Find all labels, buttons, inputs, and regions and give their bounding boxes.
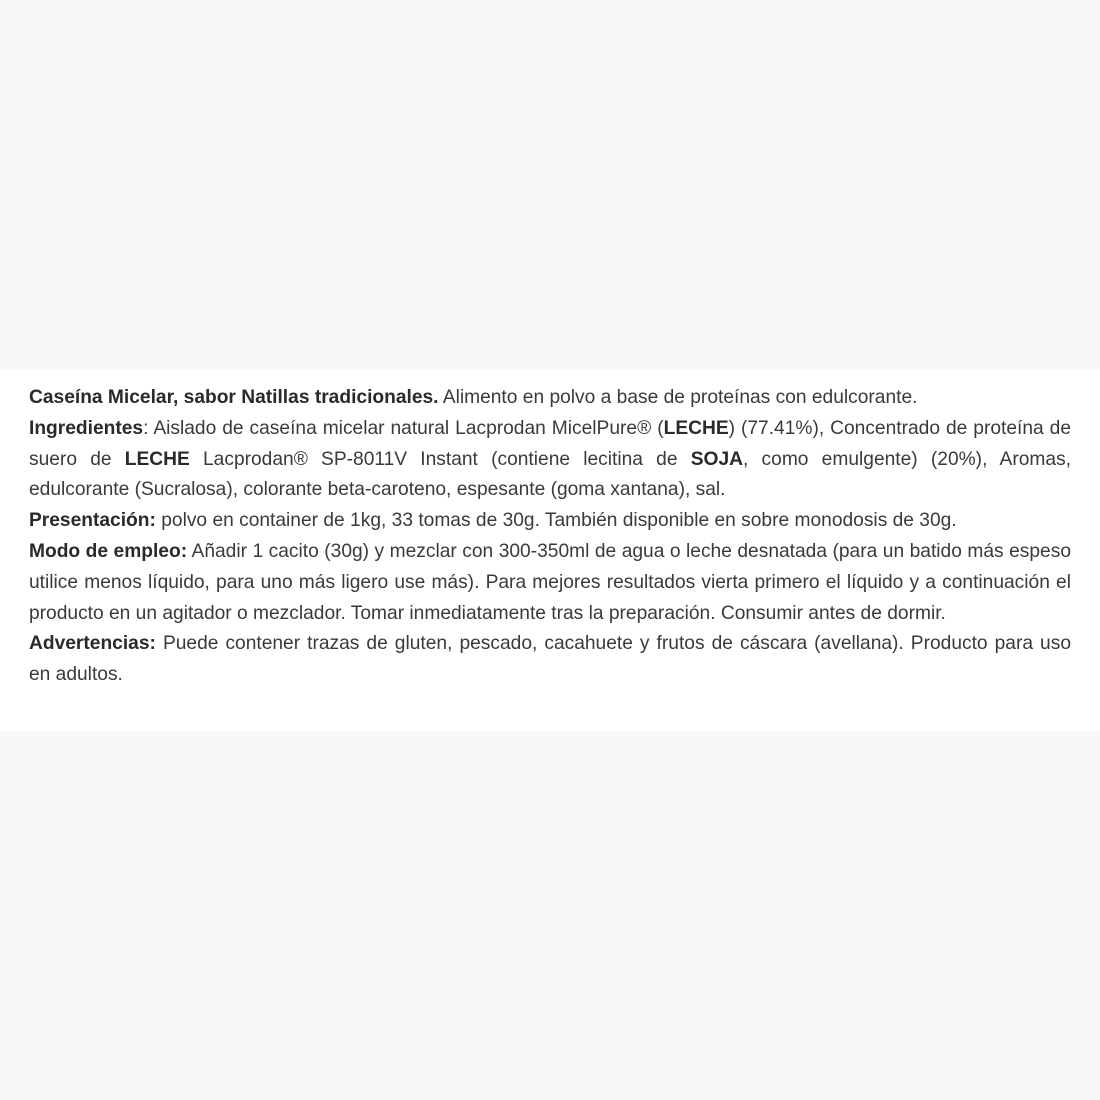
presentation-text: polvo en container de 1kg, 33 tomas de 30g. También disponible en sobre monodosis de 30g. [155, 510, 957, 532]
product-intro [29, 383, 1071, 414]
warnings-text: Puede contener trazas de gluten, pescado, cacahuete y frutos de cáscara (avellana). Producto para uso en adultos. [29, 633, 1071, 686]
ingredients-label: Ingredientes [29, 417, 144, 439]
product-description-panel [0, 370, 1100, 731]
ingredients-text-3: Lacprodan® SP-8011V Instant (contiene lecitina de [189, 448, 691, 470]
warnings-paragraph [29, 629, 1071, 691]
product-summary: Alimento en polvo a base de proteínas con edulcorante. [438, 387, 918, 408]
allergen-milk-2: LECHE [124, 448, 190, 470]
ingredients-paragraph [29, 414, 1071, 506]
usage-label: Modo de empleo: [29, 540, 188, 562]
usage-paragraph [29, 537, 1071, 629]
warnings-label: Advertencias: [29, 633, 156, 655]
usage-text: Añadir 1 cacito (30g) y mezclar con 300-350ml de agua o leche desnatada (para un batido más espeso utilice menos líquido, para uno más ligero use más). Para mejores resultados vierta primero el líquido y a continuación el producto en un agitador o mezclador. Tomar inmediatamente tras la preparación. Consumir antes de dormir. [29, 540, 1071, 624]
allergen-milk-1: LECHE [663, 417, 729, 439]
allergen-soy: SOJA [690, 448, 744, 470]
presentation-label: Presentación: [29, 510, 156, 532]
ingredients-text-2: ) (77.41%), Concentrado de proteína de suero de [29, 417, 1071, 470]
product-title: Caseína Micelar, sabor Natillas tradicionales. [29, 387, 439, 408]
presentation-paragraph [29, 506, 1071, 537]
ingredients-text-4: , como emulgente) (20%), Aromas, edulcorante (Sucralosa), colorante beta-caroteno, espesante (goma xantana), sal. [29, 448, 1071, 501]
ingredients-text-1: : Aislado de caseína micelar natural Lacprodan MicelPure® ( [143, 417, 664, 439]
